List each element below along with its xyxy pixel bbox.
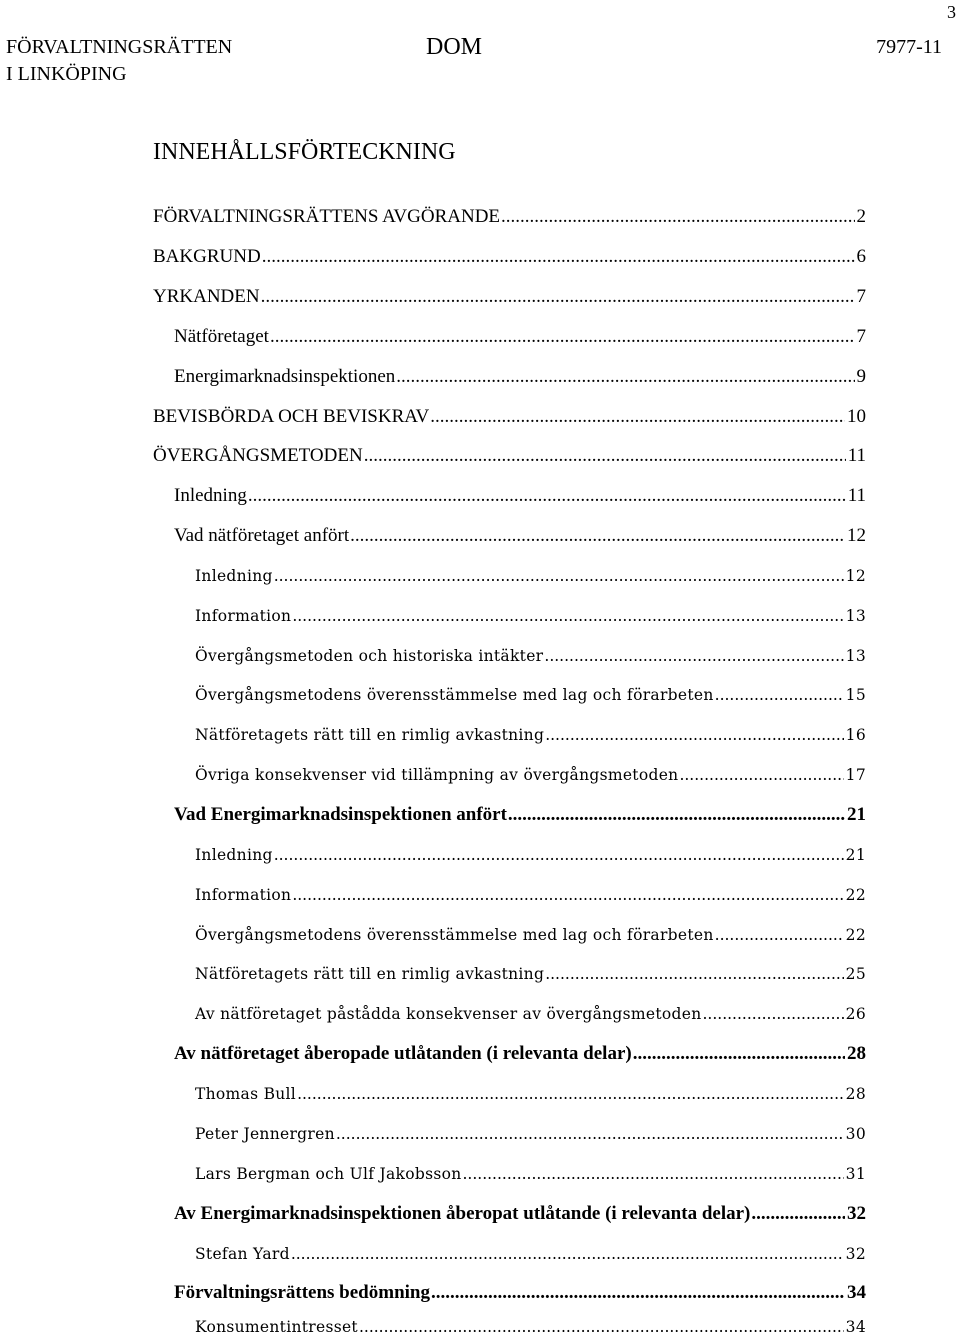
- toc-entry-page: 2: [856, 206, 866, 227]
- toc-entry-label: Av nätföretaget påstådda konsekvenser av övergångsmetoden: [195, 1005, 702, 1023]
- toc-leader-dots: [336, 1121, 844, 1147]
- toc-leader-dots: [545, 961, 843, 987]
- toc-entry-label: Övergångsmetodens överensstämmelse med lag och förarbeten: [195, 686, 714, 704]
- toc-entry-label: Inledning: [195, 567, 273, 585]
- toc-leader-dots: [396, 364, 854, 390]
- toc-entry[interactable]: [174, 1041, 866, 1067]
- toc-leader-dots: [292, 882, 843, 908]
- toc-entry[interactable]: [174, 523, 866, 549]
- toc-entry-label: Vad Energimarknadsinspektionen anfört: [174, 804, 507, 825]
- toc-entry[interactable]: [195, 1161, 866, 1187]
- toc-entry-label: Inledning: [174, 485, 247, 506]
- toc-entry-page: 30: [845, 1125, 866, 1143]
- toc-leader-dots: [545, 722, 843, 748]
- toc-entry[interactable]: [153, 204, 866, 230]
- toc-leader-dots: [274, 842, 844, 868]
- toc-entry-label: Thomas Bull: [195, 1085, 297, 1103]
- toc-entry-page: 25: [845, 965, 866, 983]
- toc-entry-label: BAKGRUND: [153, 246, 261, 267]
- toc-leader-dots: [364, 443, 846, 469]
- toc-heading: INNEHÅLLSFÖRTECKNING: [153, 139, 456, 165]
- toc-leader-dots: [703, 1001, 844, 1027]
- toc-entry[interactable]: [153, 404, 866, 430]
- toc-entry-label: Nätföretagets rätt till en rimlig avkastning: [195, 965, 545, 983]
- toc-entry-page: 26: [845, 1005, 866, 1023]
- toc-entry-page: 16: [845, 726, 866, 744]
- court-name: [6, 34, 232, 88]
- toc-entry-page: 21: [847, 804, 866, 825]
- toc-entry-page: 22: [845, 926, 866, 944]
- toc-leader-dots: [544, 643, 843, 669]
- toc-entry-label: Förvaltningsrättens bedömning: [174, 1282, 430, 1303]
- toc-leader-dots: [633, 1041, 845, 1067]
- toc-leader-dots: [274, 563, 844, 589]
- toc-leader-dots: [463, 1161, 844, 1187]
- toc-leader-dots: [501, 204, 854, 230]
- toc-entry-page: 7: [856, 326, 866, 347]
- toc-entry-page: 32: [847, 1203, 866, 1224]
- toc-entry-page: 12: [847, 525, 866, 546]
- toc-entry-label: ÖVERGÅNGSMETODEN: [153, 445, 363, 466]
- toc-leader-dots: [270, 324, 855, 350]
- toc-entry[interactable]: [153, 443, 866, 469]
- toc-entry[interactable]: [195, 961, 866, 987]
- toc-leader-dots: [715, 922, 844, 948]
- toc-entry-label: Energimarknadsinspektionen: [174, 366, 396, 387]
- toc-entry-label: Av Energimarknadsinspektionen åberopat utlåtande (i relevanta delar): [174, 1203, 751, 1224]
- toc-entry[interactable]: [174, 1280, 866, 1306]
- toc-entry-label: Lars Bergman och Ulf Jakobsson: [195, 1165, 462, 1183]
- toc-leader-dots: [297, 1081, 844, 1107]
- toc-entry[interactable]: [195, 762, 866, 788]
- toc-entry-label: Övriga konsekvenser vid tillämpning av övergångsmetoden: [195, 766, 679, 784]
- toc-entry-page: 31: [845, 1165, 866, 1183]
- toc-entry[interactable]: [195, 922, 866, 948]
- toc-entry-label: FÖRVALTNINGSRÄTTENS AVGÖRANDE: [153, 206, 501, 227]
- toc-entry-label: Nätföretaget: [174, 326, 269, 347]
- toc-leader-dots: [751, 1201, 845, 1227]
- toc-entry-label: BEVISBÖRDA OCH BEVISKRAV: [153, 406, 430, 427]
- document-type: DOM: [426, 34, 483, 60]
- toc-entry-label: Stefan Yard: [195, 1245, 290, 1263]
- toc-entry[interactable]: [195, 603, 866, 629]
- toc-entry-page: 12: [845, 567, 866, 585]
- toc-leader-dots: [291, 1241, 844, 1267]
- case-number: 7977-11: [876, 36, 942, 58]
- toc-entry-page: 9: [856, 366, 866, 387]
- toc-leader-dots: [350, 523, 845, 549]
- toc-leader-dots: [359, 1314, 844, 1340]
- toc-entry[interactable]: [195, 1001, 866, 1027]
- toc-entry[interactable]: [195, 722, 866, 748]
- toc-entry[interactable]: [174, 364, 866, 390]
- toc-entry-label: Av nätföretaget åberopade utlåtanden (i relevanta delar): [174, 1043, 632, 1064]
- toc-entry-page: 32: [845, 1245, 866, 1263]
- toc-leader-dots: [292, 603, 843, 629]
- toc-entry-page: 21: [845, 846, 866, 864]
- toc-entry-page: 28: [847, 1043, 866, 1064]
- toc-entry[interactable]: [174, 802, 866, 828]
- toc-entry-page: 13: [845, 607, 866, 625]
- page-number: 3: [947, 2, 956, 22]
- toc-entry[interactable]: [195, 1241, 866, 1267]
- toc-leader-dots: [262, 244, 855, 270]
- toc-entry-label: Inledning: [195, 846, 273, 864]
- toc-leader-dots: [431, 1280, 845, 1306]
- toc-entry-label: Övergångsmetoden och historiska intäkter: [195, 647, 544, 665]
- toc-leader-dots: [715, 682, 844, 708]
- toc-entry[interactable]: [195, 1081, 866, 1107]
- toc-entry[interactable]: [195, 1314, 866, 1340]
- toc-entry-page: 11: [847, 445, 866, 466]
- toc-leader-dots: [679, 762, 843, 788]
- toc-entry-label: Information: [195, 607, 292, 625]
- toc-entry-page: 15: [845, 686, 866, 704]
- toc-entry[interactable]: [195, 842, 866, 868]
- toc-entry-label: Information: [195, 886, 292, 904]
- court-name-line2: I LINKÖPING: [6, 63, 127, 85]
- toc-entry-page: 13: [845, 647, 866, 665]
- toc-entry-page: 17: [845, 766, 866, 784]
- toc-entry[interactable]: [195, 1121, 866, 1147]
- toc-leader-dots: [248, 483, 846, 509]
- toc-entry-label: Nätföretagets rätt till en rimlig avkastning: [195, 726, 545, 744]
- toc-entry-page: 34: [845, 1318, 866, 1336]
- toc-entry-label: Vad nätföretaget anfört: [174, 525, 350, 546]
- toc-entry-label: YRKANDEN: [153, 286, 260, 307]
- toc-entry-page: 7: [856, 286, 866, 307]
- toc-leader-dots: [430, 404, 845, 430]
- toc-entry[interactable]: [153, 284, 866, 310]
- toc-entry-label: Konsumentintresset: [195, 1318, 358, 1336]
- toc-entry-page: 10: [847, 406, 866, 427]
- toc-entry-page: 11: [847, 485, 866, 506]
- toc-entry[interactable]: [174, 483, 866, 509]
- court-name-line1: FÖRVALTNINGSRÄTTEN: [6, 36, 233, 58]
- toc-entry[interactable]: [195, 682, 866, 708]
- toc-entry[interactable]: [174, 1201, 866, 1227]
- toc-entry[interactable]: [195, 643, 866, 669]
- toc-entry[interactable]: [153, 244, 866, 270]
- toc-entry-label: Peter Jennergren: [195, 1125, 335, 1143]
- toc-entry-page: 22: [845, 886, 866, 904]
- toc-entry-label: Övergångsmetodens överensstämmelse med lag och förarbeten: [195, 926, 714, 944]
- toc-entry[interactable]: [174, 324, 866, 350]
- toc-entry[interactable]: [195, 882, 866, 908]
- toc-entry-page: 34: [847, 1282, 866, 1303]
- toc-entry[interactable]: [195, 563, 866, 589]
- toc-leader-dots: [261, 284, 855, 310]
- toc-leader-dots: [508, 802, 845, 828]
- toc-entry-page: 28: [845, 1085, 866, 1103]
- toc-entry-page: 6: [856, 246, 866, 267]
